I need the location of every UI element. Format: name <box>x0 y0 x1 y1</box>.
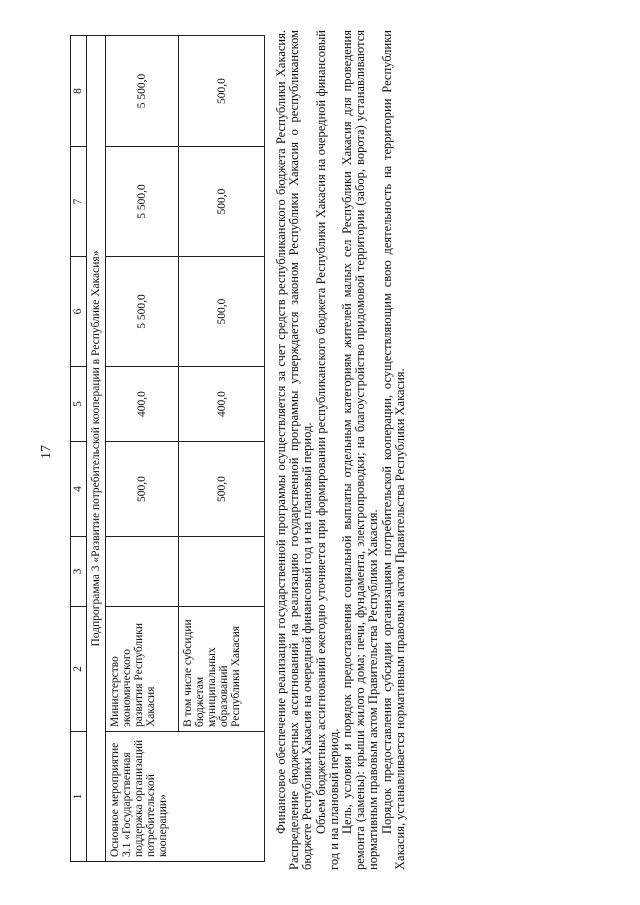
body-text <box>275 30 407 870</box>
paragraph: Финансовое обеспечение реализации государственной программы осуществляется за счет средств республиканского бюджета Республики Хакасия. Распределение бюджетных ассигнований на реализацию государственной программы утверждается законом Республики Хакасия о республиканском бюджете Республики Хакасия на очередной финансовый год и на плановый период. <box>274 30 315 870</box>
funding-table <box>70 35 265 862</box>
subprogram-title: Подпрограмма 3 «Развитие потребительской кооперации в Республике Хакасия» <box>87 36 106 862</box>
paragraph: Объем бюджетных ассигнований ежегодно уточняется при формировании республиканского бюджета Республики Хакасия на очередной финансовый год и на плановый период. <box>313 30 341 870</box>
column-header: 5 <box>71 367 87 442</box>
value-cell <box>179 537 265 607</box>
table-row <box>106 36 179 862</box>
column-header: 8 <box>71 36 87 147</box>
column-header: 6 <box>71 257 87 367</box>
rotated-page-content <box>70 30 490 870</box>
column-header: 4 <box>71 442 87 537</box>
executor-cell: В том числе субсидии бюджетам муниципальных образований Республики Хакасия <box>179 607 265 732</box>
value-cell: 500,0 <box>179 257 265 367</box>
value-cell: 400,0 <box>106 367 179 442</box>
value-cell: 5 500,0 <box>106 147 179 257</box>
header-row <box>71 36 87 862</box>
column-header: 3 <box>71 537 87 607</box>
activity-cell: Основное мероприятие 3.1 «Государственная поддержка организаций потребительской кооперации» <box>106 732 265 862</box>
page-number: 17 <box>39 445 54 459</box>
column-header: 1 <box>71 732 87 862</box>
value-cell: 400,0 <box>179 367 265 442</box>
executor-cell: Министерство экономического развития Республики Хакасия <box>106 607 179 732</box>
value-cell: 5 500,0 <box>106 257 179 367</box>
value-cell: 500,0 <box>179 36 265 147</box>
paragraph: Порядок предоставления субсидии организациям потребительской кооперации, осуществляющим свою деятельность на территории Республики Хакасия, устанавливается нормативным правовым актом Правительства Республики Хакасия. <box>379 30 407 870</box>
column-header: 2 <box>71 607 87 732</box>
value-cell: 500,0 <box>179 147 265 257</box>
value-cell <box>106 537 179 607</box>
value-cell: 500,0 <box>179 442 265 537</box>
column-header: 7 <box>71 147 87 257</box>
value-cell: 5 500,0 <box>106 36 179 147</box>
value-cell: 500,0 <box>106 442 179 537</box>
paragraph: Цель, условия и порядок предоставления социальной выплаты отдельным категориям жителей малых сел Республики Хакасия для проведения ремонта (замены): крыши жилого дома; печи, фундамента, электропроводки; на благоустройство придомовой территории (забор, ворота) устанавливаются нормативным правовым актом Правительства Республики Хакасия. <box>340 30 381 870</box>
